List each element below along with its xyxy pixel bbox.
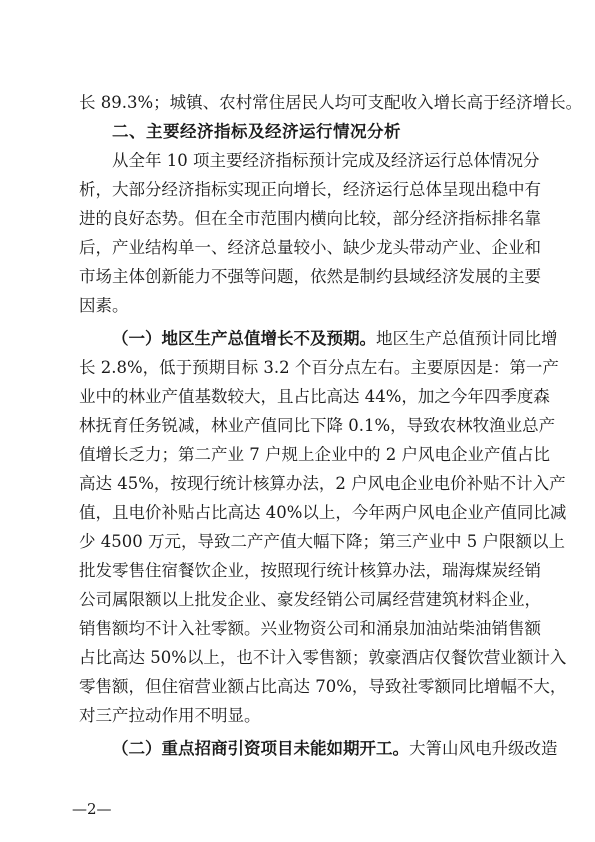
paragraph-line: 析，大部分经济指标实现正向增长，经济运行总体呈现出稳中有 bbox=[79, 180, 541, 199]
subsection-1-heading: （一）地区生产总值增长不及预期。 bbox=[112, 329, 376, 348]
paragraph-line: 对三产拉动作用不明显。 bbox=[79, 706, 261, 725]
paragraph-line: 业中的林业产值基数较大，且占比高达 44%，加之今年四季度森 bbox=[79, 387, 550, 406]
paragraph-line: 长 89.3%；城镇、农村常住居民人均可支配收入增长高于经济增长。 bbox=[79, 93, 583, 112]
paragraph-line: 值，且电价补贴占比高达 40%以上，今年两户风电企业产值同比减 bbox=[79, 503, 567, 522]
section-heading: 二、主要经济指标及经济运行情况分析 bbox=[112, 122, 401, 141]
page-number: —2— bbox=[72, 800, 112, 818]
paragraph-line: 林抚育任务锐减，林业产值同比下降 0.1%，导致农林牧渔业总产 bbox=[79, 416, 556, 435]
subsection-2-line bbox=[79, 734, 558, 763]
paragraph-line: 批发零售住宿餐饮企业，按照现行统计核算办法，瑞海煤炭经销 bbox=[79, 561, 541, 580]
paragraph-line: 后，产业结构单一、经济总量较小、缺少龙头带动产业、企业和 bbox=[79, 238, 541, 257]
subsection-1-text: 地区生产总值预计同比增 bbox=[376, 329, 558, 348]
subsection-2-heading: （二）重点招商引资项目未能如期开工。 bbox=[112, 739, 409, 758]
paragraph-line: 市场主体创新能力不强等问题，依然是制约县域经济发展的主要 bbox=[79, 267, 541, 286]
document-body bbox=[79, 88, 583, 763]
subsection-1-line bbox=[79, 324, 558, 353]
paragraph-line: 高达 45%，按现行统计核算办法，2 户风电企业电价补贴不计入产 bbox=[79, 474, 566, 493]
paragraph-line: 占比高达 50%以上，也不计入零售额；敦豪酒店仅餐饮营业额计入 bbox=[79, 648, 567, 667]
paragraph-line: 因素。 bbox=[79, 296, 129, 315]
paragraph-line: 销售额均不计入社零额。兴业物资公司和涌泉加油站柴油销售额 bbox=[79, 619, 541, 638]
paragraph-line: 进的良好态势。但在全市范围内横向比较，部分经济指标排名靠 bbox=[79, 209, 541, 228]
paragraph-line: 长 2.8%，低于预期目标 3.2 个百分点左右。主要原因是：第一产 bbox=[79, 358, 559, 377]
paragraph-line: 公司属限额以上批发企业、豪发经销公司属经营建筑材料企业， bbox=[79, 590, 541, 609]
paragraph-line: 零售额，但住宿营业额占比高达 70%，导致社零额同比增幅不大， bbox=[79, 677, 567, 696]
paragraph-line: 少 4500 万元，导致二产产值大幅下降；第三产业中 5 户限额以上 bbox=[79, 532, 565, 551]
subsection-2-text: 大箐山风电升级改造 bbox=[409, 739, 558, 758]
paragraph-line: 从全年 10 项主要经济指标预计完成及经济运行总体情况分 bbox=[112, 151, 540, 170]
paragraph-line: 值增长乏力；第二产业 7 户规上企业中的 2 户风电企业产值占比 bbox=[79, 445, 550, 464]
